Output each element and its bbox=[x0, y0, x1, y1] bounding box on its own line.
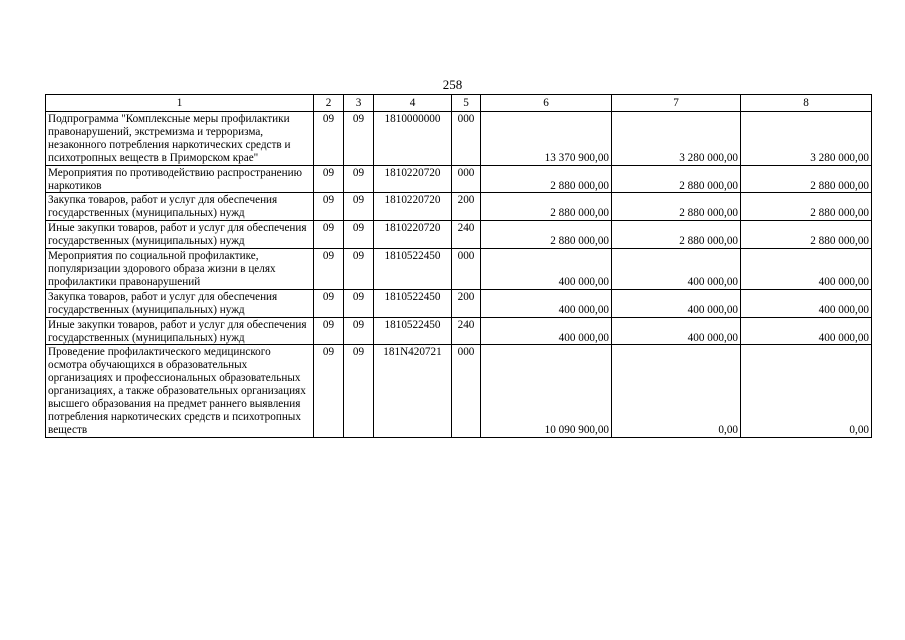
amount-col6-cell: 2 880 000,00 bbox=[481, 165, 612, 193]
amount-col6-cell: 400 000,00 bbox=[481, 317, 612, 345]
target-article-code-cell: 1810522450 bbox=[374, 317, 452, 345]
subsection-code-cell: 09 bbox=[344, 112, 374, 166]
amount-col8-cell: 2 880 000,00 bbox=[741, 165, 872, 193]
column-header-8: 8 bbox=[741, 95, 872, 112]
amount-col8-cell: 400 000,00 bbox=[741, 317, 872, 345]
expense-type-code-cell: 200 bbox=[452, 289, 481, 317]
amount-col7-cell: 2 880 000,00 bbox=[612, 165, 741, 193]
row-name-cell: Закупка товаров, работ и услуг для обеспечения государственных (муниципальных) нужд bbox=[46, 289, 314, 317]
amount-col6-cell: 400 000,00 bbox=[481, 249, 612, 290]
expense-type-code-cell: 200 bbox=[452, 193, 481, 221]
amount-col6-cell: 10 090 900,00 bbox=[481, 345, 612, 437]
row-name-cell: Иные закупки товаров, работ и услуг для обеспечения государственных (муниципальных) нужд bbox=[46, 317, 314, 345]
amount-col7-cell: 2 880 000,00 bbox=[612, 193, 741, 221]
amount-col8-cell: 3 280 000,00 bbox=[741, 112, 872, 166]
amount-col6-cell: 400 000,00 bbox=[481, 289, 612, 317]
subsection-code-cell: 09 bbox=[344, 249, 374, 290]
column-header-1: 1 bbox=[46, 95, 314, 112]
column-header-2: 2 bbox=[314, 95, 344, 112]
amount-col8-cell: 2 880 000,00 bbox=[741, 221, 872, 249]
column-number-header-row bbox=[46, 95, 872, 112]
subsection-code-cell: 09 bbox=[344, 165, 374, 193]
row-name-cell: Проведение профилактического медицинского осмотра обучающихся в образовательных организациях и профессиональных образовательных организациях, а также образовательных организациях высшего образования на предмет раннего выявления потребления наркотических средств и психотропных веществ bbox=[46, 345, 314, 437]
table-row bbox=[46, 221, 872, 249]
row-name-cell: Иные закупки товаров, работ и услуг для обеспечения государственных (муниципальных) нужд bbox=[46, 221, 314, 249]
subsection-code-cell: 09 bbox=[344, 193, 374, 221]
expense-type-code-cell: 000 bbox=[452, 249, 481, 290]
expense-type-code-cell: 240 bbox=[452, 317, 481, 345]
expense-type-code-cell: 000 bbox=[452, 112, 481, 166]
subsection-code-cell: 09 bbox=[344, 221, 374, 249]
column-header-5: 5 bbox=[452, 95, 481, 112]
row-name-cell: Мероприятия по социальной профилактике, популяризации здорового образа жизни в целях профилактики правонарушений bbox=[46, 249, 314, 290]
amount-col7-cell: 0,00 bbox=[612, 345, 741, 437]
budget-table bbox=[45, 94, 872, 438]
amount-col6-cell: 2 880 000,00 bbox=[481, 221, 612, 249]
amount-col7-cell: 2 880 000,00 bbox=[612, 221, 741, 249]
section-code-cell: 09 bbox=[314, 249, 344, 290]
amount-col6-cell: 13 370 900,00 bbox=[481, 112, 612, 166]
page-number: 258 bbox=[442, 77, 463, 92]
subsection-code-cell: 09 bbox=[344, 345, 374, 437]
table-row bbox=[46, 289, 872, 317]
amount-col8-cell: 400 000,00 bbox=[741, 289, 872, 317]
table-row bbox=[46, 345, 872, 437]
section-code-cell: 09 bbox=[314, 193, 344, 221]
section-code-cell: 09 bbox=[314, 221, 344, 249]
target-article-code-cell: 1810220720 bbox=[374, 193, 452, 221]
amount-col8-cell: 0,00 bbox=[741, 345, 872, 437]
table-row bbox=[46, 249, 872, 290]
section-code-cell: 09 bbox=[314, 317, 344, 345]
section-code-cell: 09 bbox=[314, 289, 344, 317]
column-header-6: 6 bbox=[481, 95, 612, 112]
amount-col6-cell: 2 880 000,00 bbox=[481, 193, 612, 221]
table-row bbox=[46, 317, 872, 345]
section-code-cell: 09 bbox=[314, 112, 344, 166]
subsection-code-cell: 09 bbox=[344, 289, 374, 317]
target-article-code-cell: 181N420721 bbox=[374, 345, 452, 437]
amount-col7-cell: 400 000,00 bbox=[612, 289, 741, 317]
target-article-code-cell: 1810000000 bbox=[374, 112, 452, 166]
subsection-code-cell: 09 bbox=[344, 317, 374, 345]
amount-col8-cell: 2 880 000,00 bbox=[741, 193, 872, 221]
amount-col7-cell: 3 280 000,00 bbox=[612, 112, 741, 166]
expense-type-code-cell: 240 bbox=[452, 221, 481, 249]
target-article-code-cell: 1810220720 bbox=[374, 221, 452, 249]
expense-type-code-cell: 000 bbox=[452, 165, 481, 193]
section-code-cell: 09 bbox=[314, 165, 344, 193]
row-name-cell: Мероприятия по противодействию распространению наркотиков bbox=[46, 165, 314, 193]
target-article-code-cell: 1810522450 bbox=[374, 249, 452, 290]
target-article-code-cell: 1810220720 bbox=[374, 165, 452, 193]
row-name-cell: Закупка товаров, работ и услуг для обеспечения государственных (муниципальных) нужд bbox=[46, 193, 314, 221]
section-code-cell: 09 bbox=[314, 345, 344, 437]
target-article-code-cell: 1810522450 bbox=[374, 289, 452, 317]
table-row bbox=[46, 165, 872, 193]
table-row bbox=[46, 112, 872, 166]
amount-col7-cell: 400 000,00 bbox=[612, 317, 741, 345]
table-row bbox=[46, 193, 872, 221]
amount-col7-cell: 400 000,00 bbox=[612, 249, 741, 290]
amount-col8-cell: 400 000,00 bbox=[741, 249, 872, 290]
column-header-3: 3 bbox=[344, 95, 374, 112]
expense-type-code-cell: 000 bbox=[452, 345, 481, 437]
column-header-4: 4 bbox=[374, 95, 452, 112]
column-header-7: 7 bbox=[612, 95, 741, 112]
row-name-cell: Подпрограмма "Комплексные меры профилактики правонарушений, экстремизма и терроризма, незаконного потребления наркотических средств и психотропных веществ в Приморском крае" bbox=[46, 112, 314, 166]
